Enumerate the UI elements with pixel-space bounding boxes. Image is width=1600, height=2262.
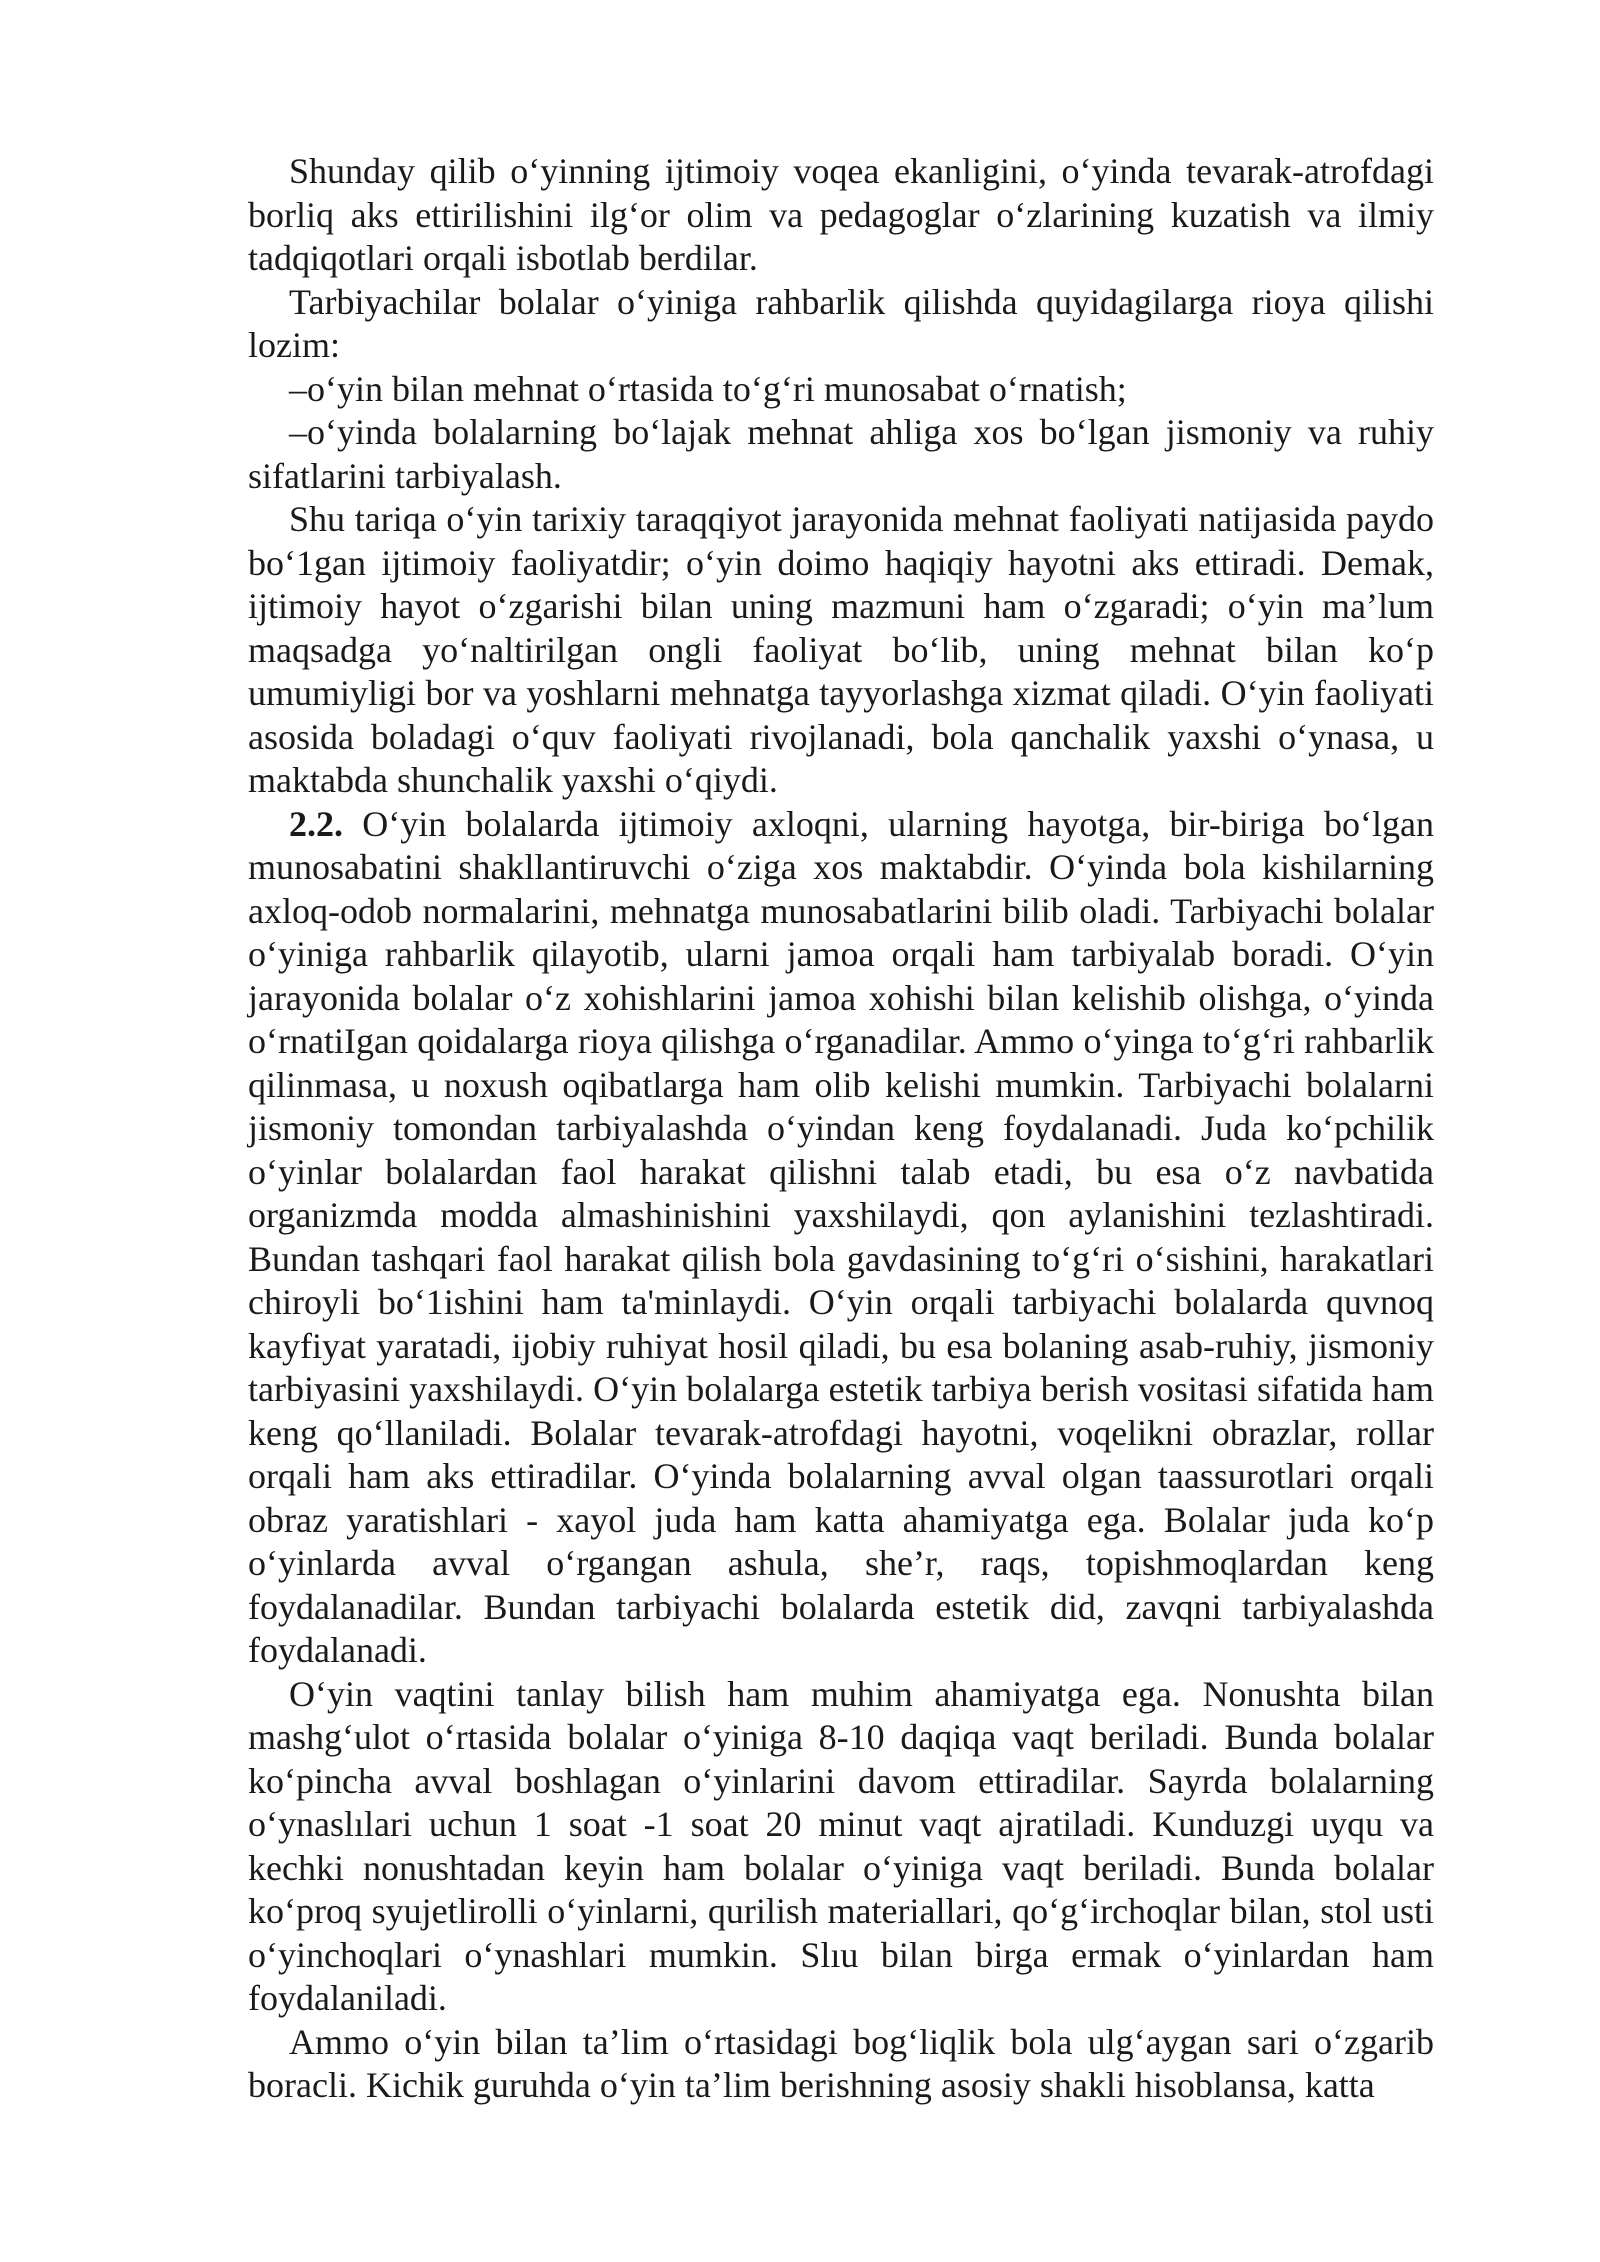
section-number: 2.2.	[289, 803, 343, 844]
list-item: –o‘yin bilan mehnat o‘rtasida to‘g‘ri munosabat o‘rnatish;	[289, 368, 1127, 409]
list-item: –o‘yinda bolalarning bo‘lajak mehnat ahliga xos bo‘lgan jismoniy va ruhiy sifatlarini tarbiyalash.	[248, 412, 1434, 496]
paragraph-1: Shunday qilib o‘yinning ijtimoiy voqea ekanligini, o‘yinda tevarak-atrofdagi borliq aks ettirilishini ilg‘or olim va pedagoglar o‘zlarining kuzatish va ilmiy tadqiqotlari orqali isbotlab berdilar.	[248, 151, 1434, 278]
paragraph-4: O‘yin vaqtini tanlay bilish ham muhim ahamiyatga ega. Nonushta bilan mashg‘ulot o‘rtasida bolalar o‘yiniga 8-10 daqiqa vaqt beriladi. Bunda bolalar ko‘pincha avval boshlagan o‘yinlarini davom ettiradilar. Sayrda bolalarning o‘ynaslılari uchun 1 soat -1 soat 20 minut vaqt ajratiladi. Kunduzgi uyqu va kechki nonushtadan keyin ham bolalar o‘yiniga vaqt beriladi. Bunda bolalar ko‘proq syujetlirolli o‘yinlarni, qurilish materiallari, qo‘g‘irchoqlar bilan, stol usti o‘yinchoqlari o‘ynashlari mumkin. Slıu bilan birga ermak o‘yinlardan ham foydalaniladi.	[248, 1673, 1434, 2018]
document-page	[248, 150, 1434, 2108]
paragraph-5: Ammo o‘yin bilan ta’lim o‘rtasidagi bog‘liqlik bola ulg‘aygan sari o‘zgarib boracli. Kichik guruhda o‘yin ta’lim berishning asosiy shakli hisoblansa, katta	[248, 2021, 1434, 2105]
section-paragraph	[248, 803, 1434, 1673]
paragraph-3: Shu tariqa o‘yin tarixiy taraqqiyot jarayonida mehnat faoliyati natijasida paydo bo‘1gan ijtimoiy faoliyatdir; o‘yin doimo haqiqiy hayotni aks ettiradi. Demak, ijtimoiy hayot o‘zgarishi bilan uning mazmuni ham o‘zgaradi; o‘yin ma’lum maqsadga yo‘naltirilgan ongli faoliyat bo‘lib, uning mehnat bilan ko‘p umumiyligi bor va yoshlarni mehnatga tayyorlashga xizmat qiladi. O‘yin faoliyati asosida boladagi o‘quv faoliyati rivojlanadi, bola qanchalik yaxshi o‘ynasa, u maktabda shunchalik yaxshi o‘qiydi.	[248, 499, 1434, 800]
section-text: O‘yin bolalarda ijtimoiy axloqni, ularning hayotga, bir-biriga bo‘lgan munosabatini shakllantiruvchi o‘ziga xos maktabdir. O‘yinda bola kishilarning axloq-odob normalarini, mehnatga munosabatlarini bilib oladi. Tarbiyachi bolalar o‘yiniga rahbarlik qilayotib, ularni jamoa orqali ham tarbiyalab boradi. O‘yin jarayonida bolalar o‘z xohishlarini jamoa xohishi bilan kelishib olishga, o‘yinda o‘rnatiIgan qoidalarga rioya qilishga o‘rganadilar. Ammo o‘yinga to‘g‘ri rahbarlik qilinmasa, u noxush oqibatlarga ham olib kelishi mumkin. Tarbiyachi bolalarni jismoniy tomondan tarbiyalashda o‘yindan keng foydalanadi. Juda ko‘pchilik o‘yinlar bolalardan faol harakat qilishni talab etadi, bu esa o‘z navbatida organizmda modda almashinishini yaxshilaydi, qon aylanishini tezlashtiradi. Bundan tashqari faol harakat qilish bola gavdasining to‘g‘ri o‘sishini, harakatlari chiroyli bo‘1ishini ham ta'minlaydi. O‘yin orqali tarbiyachi bolalarda quvnoq kayfiyat yaratadi, ijobiy ruhiyat hosil qiladi, bu esa bolaning asab-ruhiy, jismoniy tarbiyasini yaxshilaydi. O‘yin bolalarga estetik tarbiya berish vositasi sifatida ham keng qo‘llaniladi. Bolalar tevarak-atrofdagi hayotni, voqelikni obrazlar, rollar orqali ham aks ettiradilar. O‘yinda bolalarning avval olgan taassurotlari orqali obraz yaratishlari - xayol juda ham katta ahamiyatga ega. Bolalar juda ko‘p o‘yinlarda avval o‘rgangan ashula, she’r, raqs, topishmoqlardan keng foydalanadilar. Bundan tarbiyachi bolalarda estetik did, zavqni tarbiyalashda foydalanadi.	[248, 803, 1434, 1670]
paragraph-2: Tarbiyachilar bolalar o‘yiniga rahbarlik qilishda quyidagilarga rioya qilishi lozim:	[248, 281, 1434, 365]
